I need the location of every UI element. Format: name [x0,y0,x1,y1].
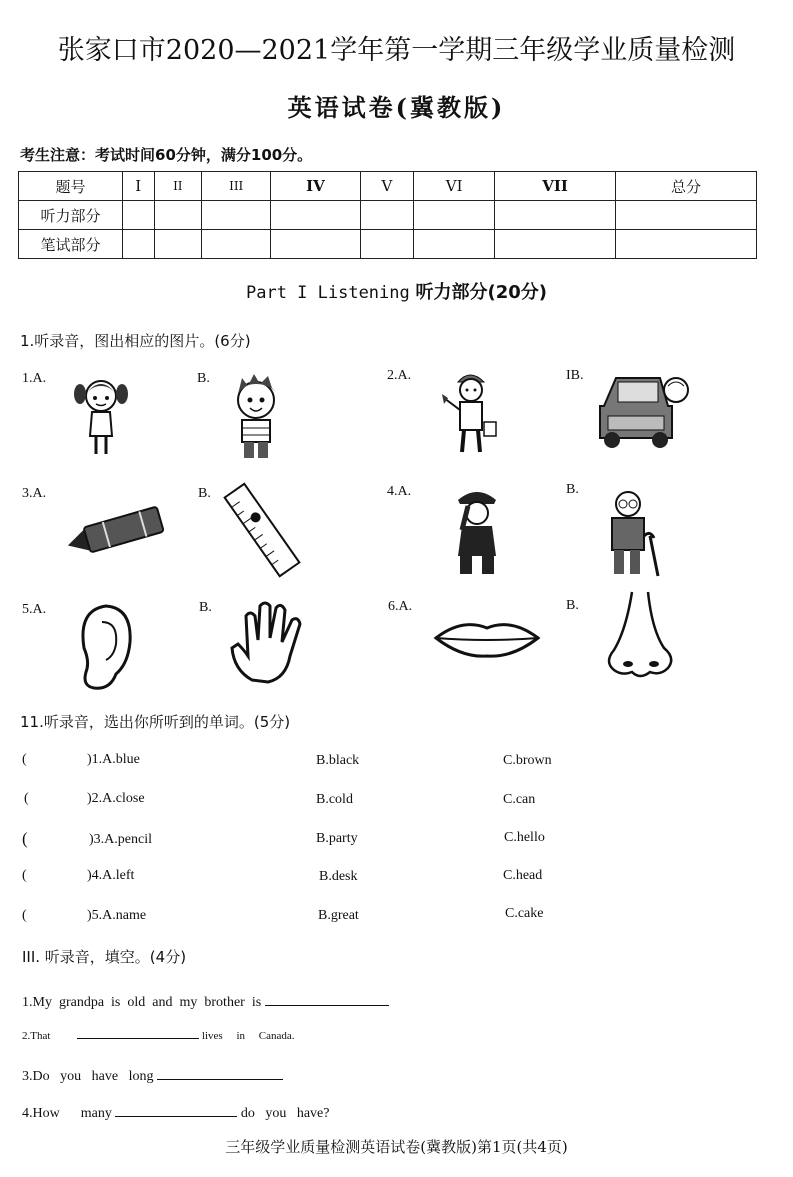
word: grandpa [58,995,105,1010]
exam-title: 张家口市2020—2021学年第一学期三年级学业质量检测 [57,35,736,66]
option-label: B. [198,486,211,501]
option-label: B. [199,600,212,615]
word: 3.Do [22,1069,50,1084]
fill-question-2 [22,1027,295,1042]
option-label: 4.A. [387,484,412,499]
answer-blank[interactable] [115,1102,237,1117]
worker-icon[interactable] [440,368,502,458]
option-label: 5.A. [22,602,47,617]
score-cell[interactable] [271,201,360,230]
option-c: C.head [503,868,543,883]
word: old [127,995,146,1010]
option-label: IB. [566,368,584,383]
answer-paren[interactable]: ( [22,752,27,767]
option-label: B. [566,598,579,613]
option-b: B.cold [316,792,353,807]
option-a: )5.A.name [87,908,147,923]
score-cell[interactable] [360,230,414,259]
score-cell[interactable] [360,201,414,230]
word: is [251,995,262,1010]
score-cell[interactable] [414,201,495,230]
score-cell[interactable] [616,230,757,259]
option-a: )2.A.close [87,791,145,806]
fill-question-1 [22,991,389,1011]
part1-title-cn: 听力部分(20分) [415,282,547,303]
option-c: C.cake [505,906,544,921]
score-table [18,171,757,259]
boy-icon[interactable] [228,372,284,462]
score-cell[interactable] [202,201,271,230]
table-row [19,201,757,230]
score-cell[interactable] [494,230,615,259]
table-header-cell: V [360,172,414,201]
word: 2.That [22,1030,51,1042]
ear-icon[interactable] [76,602,136,694]
word: brother [204,995,245,1010]
option-label: 6.A. [388,599,413,614]
part1-title-en: Part I Listening [245,283,410,303]
table-header-cell: 总分 [616,172,757,201]
page-footer: 三年级学业质量检测英语试卷(冀教版)第1页(共4页) [225,1138,568,1156]
option-b: B.black [316,753,360,768]
table-header-cell: III [202,172,271,201]
word: 1.My [22,995,52,1010]
score-cell[interactable] [414,230,495,259]
table-header-cell: 题号 [19,172,123,201]
answer-paren[interactable]: ( [22,908,27,923]
crayon-icon[interactable] [62,505,168,559]
word: 4.How [22,1106,60,1121]
score-cell[interactable] [616,201,757,230]
table-row-label: 笔试部分 [19,230,123,259]
word: lives [201,1030,223,1042]
hand-icon[interactable] [228,600,314,686]
answer-paren[interactable]: ( [22,829,28,848]
fill-question-4 [22,1102,330,1122]
table-row-label: 听力部分 [19,201,123,230]
option-a: )3.A.pencil [89,832,152,847]
word: Canada. [258,1030,295,1042]
option-a: )4.A.left [87,868,135,883]
word: you [60,1069,82,1084]
grandpa-icon[interactable] [602,486,664,578]
word: have [91,1069,119,1084]
option-label: 2.A. [387,368,412,383]
option-label: 1.A. [22,371,47,386]
score-cell[interactable] [123,201,155,230]
option-b: B.desk [319,869,358,884]
option-c: C.hello [504,830,545,845]
score-cell[interactable] [154,201,202,230]
score-cell[interactable] [202,230,271,259]
option-label: B. [566,482,579,497]
word: do [240,1106,255,1121]
option-c: C.brown [503,753,552,768]
mouth-icon[interactable] [432,616,542,660]
word: long [128,1069,154,1084]
answer-paren[interactable]: ( [24,791,29,806]
nose-icon[interactable] [602,590,678,682]
table-header-cell: II [154,172,202,201]
score-cell[interactable] [494,201,615,230]
option-label: B. [197,371,210,386]
word: my [179,995,198,1010]
word: in [236,1030,246,1042]
option-c: C.can [503,792,536,807]
section3-title: III. 听录音，填空。(4分) [22,948,187,966]
section1-title: 1.听录音，图出相应的图片。(6分) [20,332,251,350]
word: have? [296,1106,330,1121]
policeman-icon[interactable] [442,484,512,576]
table-header-cell: VII [494,172,615,201]
girl-icon[interactable] [70,372,132,458]
answer-blank[interactable] [157,1065,283,1080]
ruler-icon[interactable] [222,486,302,574]
score-cell[interactable] [271,230,360,259]
table-header-cell: IV [271,172,360,201]
part1-heading [0,278,793,304]
word: is [111,995,121,1010]
option-a: )1.A.blue [87,752,140,767]
option-b: B.party [316,831,358,846]
answer-paren[interactable]: ( [22,868,27,883]
score-cell[interactable] [154,230,202,259]
score-cell[interactable] [123,230,155,259]
word: you [265,1106,287,1121]
exam-notice: 考生注意：考试时间60分钟，满分100分。 [20,146,313,164]
option-label: 3.A. [22,486,47,501]
table-header-cell: I [123,172,155,201]
exam-subtitle: 英语试卷(冀教版) [287,93,506,122]
word: and [152,995,173,1010]
word: many [80,1106,112,1121]
fill-question-3 [22,1065,283,1085]
answer-blank[interactable] [77,1027,199,1039]
section2-title: 11.听录音，选出你所听到的单词。(5分) [20,713,291,731]
car-icon[interactable] [596,372,694,450]
table-row [19,230,757,259]
answer-blank[interactable] [265,991,389,1006]
option-b: B.great [318,908,359,923]
table-header-cell: VI [414,172,495,201]
score-table-header-row [19,172,757,201]
